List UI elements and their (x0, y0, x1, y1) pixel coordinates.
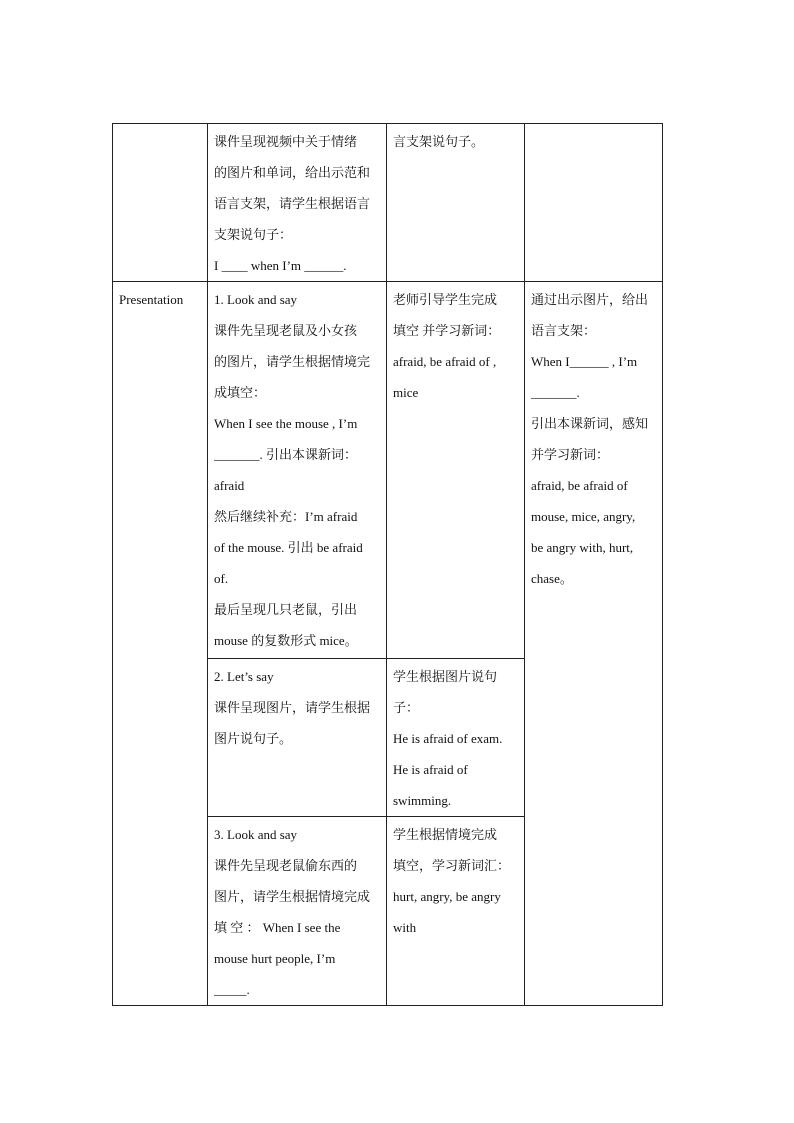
text-line: afraid (214, 478, 245, 493)
text-line: 学生根据图片说句 (393, 669, 498, 684)
text-line: hurt, angry, be angry (393, 889, 501, 904)
text-line: 2. Let’s say (214, 669, 274, 684)
lesson-plan-table (112, 123, 663, 1006)
student-activity-cell (387, 817, 525, 1006)
student-activity-cell (387, 659, 525, 817)
text-line: When I______ , I’m (531, 354, 638, 369)
text-line: of the mouse. 引出 be afraid (214, 540, 363, 555)
design-purpose-cell (525, 282, 663, 1006)
text-line: swimming. (393, 793, 452, 808)
text-line: 支架说句子： (214, 227, 293, 242)
text-line: afraid, be afraid of (531, 478, 628, 493)
text-line: 成填空： (214, 385, 267, 400)
text-line: 引出本课新词，感知 (531, 416, 649, 431)
text-line: mouse hurt people, I’m (214, 951, 336, 966)
text-line: of. (214, 571, 229, 586)
text-line: I ____ when I’m ______. (214, 258, 347, 273)
text-line: When I see the mouse , I’m (214, 416, 358, 431)
text-line: be angry with, hurt, (531, 540, 634, 555)
text-line: chase。 (531, 571, 573, 586)
stage-label: Presentation (119, 292, 184, 307)
student-activity-cell (387, 124, 525, 282)
text-line: 课件先呈现老鼠偷东西的 (214, 858, 358, 873)
text-line: 并学习新词： (531, 447, 610, 462)
teacher-activity-cell (208, 659, 387, 817)
text-line: He is afraid of exam. (393, 731, 503, 746)
text-line: 子： (393, 700, 420, 715)
table-row-presentation-1 (113, 282, 663, 659)
text-line: 老师引导学生完成 (393, 292, 498, 307)
text-line: 言支架说句子。 (393, 134, 485, 149)
text-line: 填 空 ： When I see the (214, 920, 341, 935)
text-line: 通过出示图片，给出 (531, 292, 649, 307)
text-line: 的图片，请学生根据情境完 (214, 354, 371, 369)
text-line: afraid, be afraid of , (393, 354, 497, 369)
stage-cell-presentation (113, 282, 208, 1006)
teacher-activity-cell (208, 817, 387, 1006)
text-line: He is afraid of (393, 762, 468, 777)
student-activity-cell (387, 282, 525, 659)
stage-cell-empty (113, 124, 208, 282)
teacher-activity-cell (208, 282, 387, 659)
text-line: 填空 并学习新词： (393, 323, 501, 338)
text-line: mouse, mice, angry, (531, 509, 636, 524)
text-line: 课件呈现图片，请学生根据 (214, 700, 371, 715)
text-line: with (393, 920, 417, 935)
text-line: 图片说句子。 (214, 731, 293, 746)
text-line: _______. 引出本课新词： (214, 447, 358, 462)
table-row-warmup (113, 124, 663, 282)
text-line: 然后继续补充：I’m afraid (214, 509, 358, 524)
text-line: mice (393, 385, 419, 400)
text-line: 填空，学习新词汇： (393, 858, 511, 873)
teacher-activity-cell (208, 124, 387, 282)
text-line: 课件呈现视频中关于情绪 (214, 134, 358, 149)
text-line: 的图片和单词，给出示范和 (214, 165, 371, 180)
text-line: _______. (531, 385, 580, 400)
text-line: 课件先呈现老鼠及小女孩 (214, 323, 358, 338)
text-line: 最后呈现几只老鼠，引出 (214, 602, 358, 617)
text-line: mouse 的复数形式 mice。 (214, 633, 358, 648)
text-line: 3. Look and say (214, 827, 298, 842)
text-line: 图片，请学生根据情境完成 (214, 889, 371, 904)
text-line: 学生根据情境完成 (393, 827, 498, 842)
text-line: 语言支架，请学生根据语言 (214, 196, 371, 211)
design-purpose-cell (525, 124, 663, 282)
text-line: 语言支架： (531, 323, 597, 338)
text-line: 1. Look and say (214, 292, 298, 307)
text-line: _____. (214, 982, 250, 997)
